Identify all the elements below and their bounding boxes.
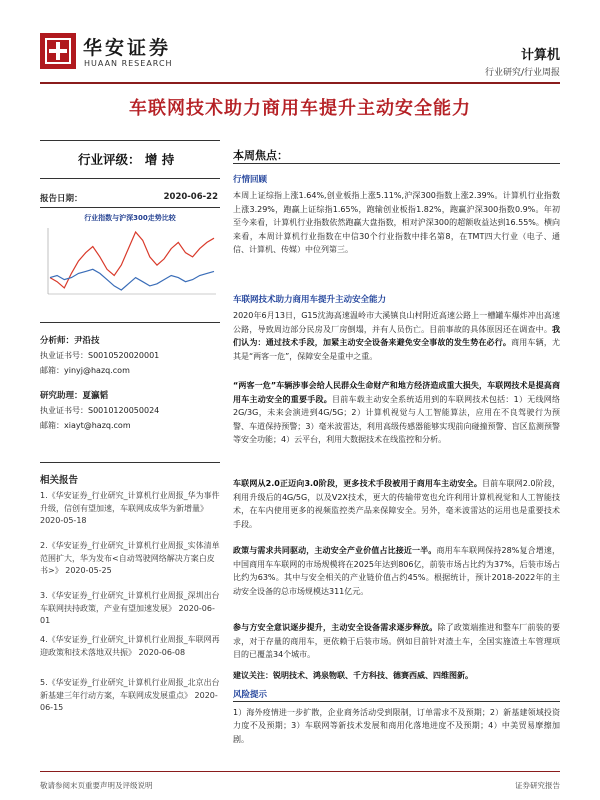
- related-reports-title: 相关报告: [40, 475, 79, 486]
- chart-canvas: [40, 224, 220, 304]
- page-title: 车联网技术助力商用车提升主动安全能力: [129, 98, 471, 119]
- recommended-stocks: 锐明技术、鸿泉物联、千方科技、德赛西威、四维图新。: [273, 671, 473, 680]
- stage-paragraph: [233, 477, 560, 531]
- paragraph-text: 商用车辆，尤其是“两客一危”，保障安全是重中之重。: [233, 338, 561, 361]
- section-heading: 风险提示: [233, 690, 268, 700]
- paragraph-text: 目前车联网2.0阶段，利用升级后的4G/5G，以及V2X技术，更大的传输带宽也允许利用计算机视觉和人工智能技术，在车内使用更多的视频监控类产品来保障安全。另外，毫米波雷达的运用也是重要技术手段。: [233, 479, 560, 529]
- related-report-item[interactable]: 1.《华安证券_行业研究_计算机行业周报_华为事件升级，信创有望加速，车联网成成华为新增量》 2020-05-18: [40, 491, 220, 525]
- analyst-cert: 执业证书号：S0010520020001: [40, 351, 160, 360]
- focus-title: 本周焦点：: [233, 149, 288, 162]
- sector-label: 计算机: [520, 48, 560, 63]
- related-report-item[interactable]: 5.《华安证券_行业研究_计算机行业周报_北京出台新基建三年行动方案，车联网成发展重点》 2020-06-15: [40, 678, 220, 712]
- divider: [40, 462, 220, 463]
- divider: [233, 701, 560, 702]
- section-heading: 行情回顾: [233, 175, 268, 185]
- paragraph-text: 除了政策端推进和整车厂前装的要求，对于存量的商用车，更依赖于后装市场。例如目前针对渣土车，全国实施渣土车管理项目的已覆盖34个城市。: [233, 623, 560, 660]
- index-chart: [40, 210, 220, 305]
- logo-bar: [56, 42, 60, 60]
- series-line-hs300: [50, 269, 214, 290]
- header-divider: [40, 82, 560, 84]
- footer-label: 证券研究报告: [515, 781, 560, 790]
- related-report-item[interactable]: 3.《华安证券_行业研究_计算机行业周报_深圳出台车联网扶持政策，产业有望加速发展》 2020-06-01: [40, 591, 220, 625]
- company-logo: [40, 33, 76, 69]
- paragraph-text: 目前车载主动安全系统适用到的车联网技术包括：1）无线网络2G/3G，未来会演进到4G/5G；2）计算机视觉与人工智能算法，应用在不良驾驶行为预警、车道保持预警；3）毫米波雷达，利用高级传感器能够实现前向碰撞预警、盲区监测预警等安全功能；4）云平台，利用大数据技术在线监控和分析。: [233, 394, 560, 445]
- divider: [40, 207, 220, 208]
- paragraph-emphasis: 政策与需求共同驱动，主动安全产业价值占比接近一半。: [233, 546, 437, 555]
- incident-paragraph: [233, 309, 560, 363]
- paragraph-text: 2020年6月13日，G15沈海高速温岭市大溪镇良山村附近高速公路上一槽罐车爆炸冲出高速公路，导致周边部分民房及厂房倒塌，并有人员伤亡。目前事故的具体原因还在调查中。: [233, 311, 560, 334]
- paragraph-emphasis: 参与方安全意识逐步提升，主动安全设备需求逐步释放。: [233, 623, 438, 632]
- market-review-paragraph: 本周上证综指上涨1.64%,创业板指上涨5.11%,沪深300指数上涨2.39%。计算机行业指数上涨3.29%，跑赢上证综指1.65%，跑输创业板指1.82%，跑赢沪深300指数0.9%。年初至今来看，计算机行业指数依然跑赢大盘指数，相对沪深300的超额收益达到16.55%。横向来看，本周计算机行业指数在中信30个行业指数中排名第8，在TMT四大行业（电子、通信、计算机、传媒）中位列第三。: [233, 191, 560, 255]
- disclaimer-note[interactable]: 敬请参阅末页重要声明及评级说明: [40, 781, 153, 790]
- recommendation-paragraph: [233, 669, 560, 683]
- paragraph-emphasis: 车联网从2.0正迈向3.0阶段，更多技术手段被用于商用车主动安全。: [233, 479, 482, 488]
- paragraph-emphasis: “两客一危”车辆涉事会给人民群众生命财产和地方经济造成重大损失，车联网技术是提高商用车主动安全的重要手段。: [233, 381, 560, 404]
- section-heading: 车联网技术助力商用车提升主动安全能力: [233, 295, 387, 305]
- related-report-item[interactable]: 4.《华安证券_行业研究_计算机行业周报_车联网再迎政策和技术落地双共振》 2020-06-08: [40, 635, 220, 657]
- industry-rating: 行业评级： 增 持: [78, 152, 175, 167]
- divider: [40, 322, 220, 323]
- paragraph-text: 商用车车联网保持28%复合增速，中国商用车车联网的市场规模将在2025年达到806亿，前装市场占比约为37%，后装市场占比约为63%。其中与安全相关的产业链价值占约45%。根据统计，预计2018-2022年的主动安全设备的总市场规模达311亿元。: [233, 546, 561, 596]
- report-date-label: 报告日期：: [40, 194, 83, 204]
- analyst-email[interactable]: 邮箱：yinyj@hazq.com: [40, 366, 130, 375]
- analyst-name: 分析师：尹沿技: [40, 336, 100, 346]
- assistant-name: 研究助理：夏瀛韬: [40, 391, 109, 401]
- series-line-industry: [50, 232, 214, 288]
- divider: [40, 140, 220, 141]
- tech-paragraph: [233, 379, 560, 447]
- chart-title: 行业指数与沪深300走势比较: [84, 214, 176, 222]
- paragraph-emphasis: 我们认为：通过技术手段，加紧主动安全设备来避免安全事故的发生势在必行。: [233, 324, 560, 348]
- assistant-email[interactable]: 邮箱：xiayt@hazq.com: [40, 421, 131, 430]
- brand-name: 华安证券: [83, 37, 172, 59]
- divider: [40, 178, 220, 179]
- report-date-row: [40, 192, 218, 204]
- demand-paragraph: [233, 621, 560, 662]
- related-report-item[interactable]: 2.《华安证券_行业研究_计算机行业周报_实体清单范围扩大，华为发布<自动驾驶网络解决方案白皮书>》 2020-05-25: [40, 541, 220, 575]
- divider: [233, 163, 560, 164]
- brand-name-en: HUAAN RESEARCH: [84, 59, 173, 68]
- paragraph-emphasis: 建议关注：: [233, 671, 273, 680]
- market-size-paragraph: [233, 544, 560, 598]
- report-type: 行业研究/行业周报: [484, 68, 560, 78]
- assistant-cert: 执业证书号：S0010120050024: [40, 406, 160, 415]
- footer-divider: [40, 771, 560, 772]
- risk-paragraph: 1）海外疫情进一步扩散，企业商务活动受到限制，订单需求不及预期；2）新基建领域投资力度不及预期；3）车联网等新技术发展和商用化落地进度不及预期；4）中美贸易摩擦加剧。: [233, 708, 560, 744]
- report-date: 2020-06-22: [163, 192, 218, 202]
